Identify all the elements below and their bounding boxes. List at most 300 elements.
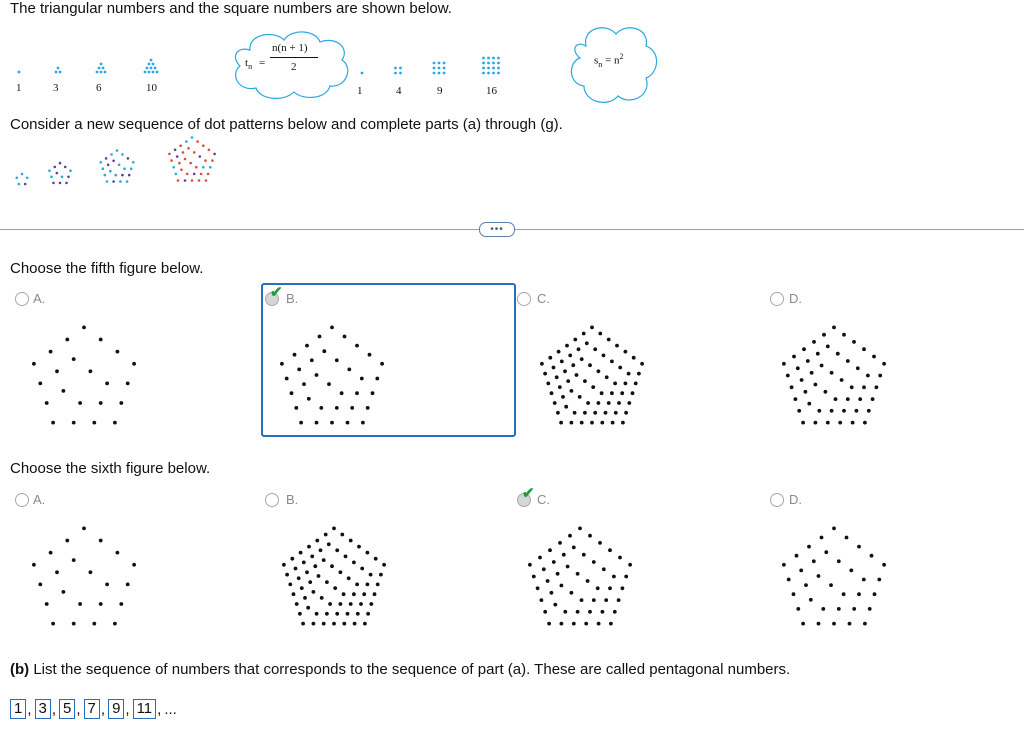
sequence-dot — [54, 166, 57, 169]
pentagon-dot — [572, 622, 576, 626]
sq-label-1: 1 — [357, 85, 363, 97]
pentagon-dot — [855, 409, 859, 413]
pentagon-dot — [821, 607, 825, 611]
pentagon-dot — [842, 409, 846, 413]
pentagon-dot — [297, 368, 301, 372]
pentagon-dot — [305, 570, 309, 574]
pentagon-dot — [333, 586, 337, 590]
q5-label-c: C. — [537, 291, 550, 306]
pentagon-dot — [610, 360, 614, 364]
pentagon-dot — [339, 602, 343, 606]
sequence-dot — [200, 173, 203, 176]
sequence-dot — [121, 174, 124, 177]
square-dot — [482, 67, 485, 70]
pentagon-dot — [280, 362, 284, 366]
pentagon-dot — [308, 580, 312, 584]
pentagon-dot — [325, 612, 329, 616]
sequence-dot — [209, 166, 212, 169]
pentagon-dot — [872, 355, 876, 359]
q6-radio-d[interactable] — [770, 493, 784, 507]
pentagon-dot — [105, 583, 109, 587]
pentagon-dot — [360, 567, 364, 571]
pentagon-dot — [871, 397, 875, 401]
pentagon-dot — [806, 359, 810, 363]
answer-box-6[interactable]: 11 — [133, 699, 157, 719]
sequence-dot — [102, 167, 105, 170]
pentagon-dot — [572, 546, 576, 550]
pentagon-dot — [858, 397, 862, 401]
pentagon-dot — [532, 575, 536, 579]
pentagon-dot — [32, 563, 36, 567]
pentagon-dot — [319, 548, 323, 552]
sequence-dot — [112, 180, 115, 183]
pentagon-dot — [588, 363, 592, 367]
pentagon-dot — [817, 574, 821, 578]
square-dot — [487, 62, 490, 65]
pentagon-dot — [332, 622, 336, 626]
pentagon-dot — [72, 357, 76, 361]
pentagonal-sequence-figures — [0, 135, 240, 195]
pentagon-dot — [812, 340, 816, 344]
pentagon-dot — [363, 622, 367, 626]
pentagon-dot — [374, 557, 378, 561]
pentagon-dot — [558, 541, 562, 545]
pentagon-dot — [315, 612, 319, 616]
pentagon-dot — [302, 382, 306, 386]
pentagon-dot — [290, 391, 294, 395]
pentagon-dot — [800, 378, 804, 382]
pentagon-dot — [846, 397, 850, 401]
pentagon-dot — [593, 347, 597, 351]
pentagon-dot — [72, 421, 76, 425]
answer-box-2[interactable]: 3 — [35, 699, 51, 719]
pentagon-dot — [834, 397, 838, 401]
q5-prompt: Choose the fifth figure below. — [10, 260, 204, 277]
pentagon-dot — [322, 622, 326, 626]
q6-check-icon: ✔ — [522, 485, 535, 502]
pentagon-dot — [322, 349, 326, 353]
pentagon-dot — [55, 369, 59, 373]
pentagon-dot — [608, 586, 612, 590]
pentagon-dot — [604, 598, 608, 602]
sequence-dot — [21, 173, 24, 176]
pentagon-dot — [814, 421, 818, 425]
pentagon-dot — [319, 406, 323, 410]
pentagon-dot — [548, 548, 552, 552]
square-dots — [350, 50, 520, 90]
pentagon-dot — [870, 554, 874, 558]
pentagon-dot — [820, 364, 824, 368]
pentagon-dot — [848, 622, 852, 626]
triangular-dot — [154, 67, 157, 70]
pentagon-dot — [360, 377, 364, 381]
pentagon-dot — [857, 545, 861, 549]
pentagon-dot — [528, 563, 532, 567]
sequence-dot — [195, 166, 198, 169]
pentagon-dot — [840, 378, 844, 382]
q5-radio-a[interactable] — [15, 292, 29, 306]
pentagon-dot — [794, 397, 798, 401]
pentagon-dot — [588, 534, 592, 538]
pentagon-dot — [307, 545, 311, 549]
pentagon-dot — [332, 527, 336, 531]
triangular-dot — [102, 67, 105, 70]
triangular-dot — [148, 71, 151, 74]
pentagon-dot — [832, 527, 836, 531]
q5-radio-c[interactable] — [517, 292, 531, 306]
sequence-dot — [168, 153, 171, 156]
square-dot — [497, 67, 500, 70]
pentagon-dot — [369, 602, 373, 606]
pentagon-dot — [540, 362, 544, 366]
pentagon-dot — [335, 548, 339, 552]
sequence-dot — [114, 174, 117, 177]
pentagon-dot — [51, 421, 55, 425]
pentagon-dot — [804, 583, 808, 587]
pentagon-dot — [330, 326, 334, 330]
sequence-dot — [118, 164, 121, 167]
pentagon-dot — [597, 401, 601, 405]
pentagon-dot — [285, 377, 289, 381]
pentagon-dot — [116, 350, 120, 354]
pentagon-dot — [882, 362, 886, 366]
pentagon-dot — [593, 411, 597, 415]
pentagon-dot — [550, 391, 554, 395]
pentagon-dot — [604, 411, 608, 415]
pentagon-dot — [614, 411, 618, 415]
pentagon-dot — [846, 359, 850, 363]
tri-formula-eq: = — [259, 57, 266, 69]
triangular-dot — [144, 71, 147, 74]
pentagon-dot — [868, 607, 872, 611]
pentagon-dot — [802, 347, 806, 351]
pentagon-dot — [620, 391, 624, 395]
pentagon-dot — [342, 622, 346, 626]
square-dot — [443, 67, 446, 70]
pentagon-dot — [583, 379, 587, 383]
sequence-dot — [202, 166, 205, 169]
pentagon-dot — [575, 373, 579, 377]
answer-box-5[interactable]: 9 — [108, 699, 124, 719]
pentagon-dot — [298, 612, 302, 616]
sequence-dot — [59, 162, 62, 165]
pentagon-dot — [552, 366, 556, 370]
square-dot — [492, 62, 495, 65]
pentagon-dot — [580, 598, 584, 602]
sequence-dot — [132, 161, 135, 164]
pentagon-dot — [340, 533, 344, 537]
sequence-dot — [180, 168, 183, 171]
pentagon-dot — [113, 622, 117, 626]
sequence-dot — [193, 173, 196, 176]
pentagon-dot — [546, 579, 550, 583]
square-dot — [487, 57, 490, 60]
sequence-dot — [65, 182, 68, 185]
square-dot — [399, 67, 402, 70]
sequence-dot — [199, 155, 202, 158]
pentagon-dot — [303, 596, 307, 600]
pentagon-dot — [836, 352, 840, 356]
pentagon-dot — [618, 366, 622, 370]
pentagon-dot — [830, 409, 834, 413]
pentagon-dot — [824, 390, 828, 394]
pentagon-dot — [313, 564, 317, 568]
pentagon-dot — [584, 622, 588, 626]
pentagon-dot — [852, 607, 856, 611]
fraction-bar — [270, 57, 318, 58]
triangular-dot — [148, 63, 151, 66]
pentagon-dot — [105, 382, 109, 386]
pentagon-dot — [795, 554, 799, 558]
sequence-dot — [189, 162, 192, 165]
sequence-dot — [24, 183, 27, 186]
pentagon-dot — [640, 362, 644, 366]
pentagon-dot — [597, 622, 601, 626]
pentagon-dot — [330, 421, 334, 425]
pentagon-dot — [324, 533, 328, 537]
pentagon-dot — [598, 541, 602, 545]
pentagon-dot — [344, 555, 348, 559]
sequence-dot — [213, 153, 216, 156]
answer-box-4[interactable]: 7 — [84, 699, 100, 719]
pentagon-dot — [792, 592, 796, 596]
q6-prompt: Choose the sixth figure below. — [10, 460, 211, 477]
pentagon-dot — [826, 345, 830, 349]
pentagon-dot — [555, 375, 559, 379]
sequence-dot — [130, 167, 133, 170]
pentagon-dot — [366, 406, 370, 410]
q6-option-figures — [0, 510, 1024, 640]
pentagon-dot — [812, 559, 816, 563]
sq-label-4: 4 — [396, 85, 402, 97]
pentagon-dot — [615, 344, 619, 348]
sequence-dot — [196, 140, 199, 143]
pentagon-dot — [297, 576, 301, 580]
pentagon-dot — [49, 551, 53, 555]
pentagon-dot — [540, 598, 544, 602]
pentagon-dot — [632, 356, 636, 360]
pentagon-dot — [852, 340, 856, 344]
pentagon-dot — [609, 622, 613, 626]
pentagon-dot — [602, 354, 606, 358]
sequence-dot — [178, 162, 181, 165]
pentagon-dot — [637, 372, 641, 376]
sequence-dot — [174, 149, 177, 152]
part-b-prompt: (b) List the sequence of numbers that corresponds to the sequence of part (a). These are called pentagonal numbers. — [10, 661, 791, 678]
pentagon-dot — [607, 338, 611, 342]
sequence-dot — [185, 140, 188, 143]
pentagon-dot — [99, 338, 103, 342]
q6-label-b: B. — [286, 492, 299, 507]
pentagon-dot — [312, 590, 316, 594]
pentagon-dot — [592, 598, 596, 602]
pentagon-dot — [817, 409, 821, 413]
triangular-dot — [152, 63, 155, 66]
pentagon-dot — [809, 598, 813, 602]
q6-label-c: C. — [537, 492, 550, 507]
sequence-dot — [26, 177, 29, 180]
tri-formula-denominator: 2 — [291, 61, 297, 73]
sequence-dot — [119, 180, 122, 183]
pentagon-dot — [375, 377, 379, 381]
pentagon-dot — [790, 385, 794, 389]
triangular-dot — [152, 71, 155, 74]
pentagon-dot — [596, 586, 600, 590]
sq-formula: $s_n = n^2$ — [594, 52, 624, 69]
pentagon-dot — [862, 347, 866, 351]
pentagon-dot — [355, 391, 359, 395]
pentagon-dot — [552, 560, 556, 564]
sequence-dot — [186, 173, 189, 176]
sequence-dot — [107, 164, 110, 167]
pentagon-dot — [610, 391, 614, 395]
pentagon-dot — [339, 570, 343, 574]
sequence-dot — [179, 144, 182, 147]
tri-label-10: 10 — [146, 82, 157, 94]
pentagon-dot — [282, 563, 286, 567]
pentagon-dot — [573, 338, 577, 342]
sequence-dot — [182, 151, 185, 154]
pentagon-dot — [347, 576, 351, 580]
pentagon-dot — [379, 573, 383, 577]
sequence-dot — [211, 159, 214, 162]
pentagon-dot — [343, 335, 347, 339]
pentagon-dot — [548, 356, 552, 360]
pentagon-dot — [99, 602, 103, 606]
sequence-dot — [198, 179, 201, 182]
q5-option-figures — [0, 310, 1024, 440]
pentagon-dot — [796, 607, 800, 611]
pentagon-dot — [359, 602, 363, 606]
pentagon-dot — [89, 369, 93, 373]
pentagon-dot — [306, 606, 310, 610]
pentagon-dot — [38, 382, 42, 386]
q6-radio-b[interactable] — [265, 493, 279, 507]
pentagon-dot — [556, 411, 560, 415]
pentagon-dot — [357, 545, 361, 549]
pentagon-dot — [560, 622, 564, 626]
pentagon-dot — [597, 369, 601, 373]
pentagon-dot — [553, 603, 557, 607]
pentagon-dot — [617, 598, 621, 602]
square-dot — [443, 62, 446, 65]
pentagon-dot — [307, 397, 311, 401]
pentagon-dot — [371, 391, 375, 395]
pentagon-dot — [878, 374, 882, 378]
square-dot — [433, 67, 436, 70]
pentagon-dot — [550, 591, 554, 595]
pentagon-dot — [355, 344, 359, 348]
pentagon-dot — [582, 553, 586, 557]
sequence-dot — [208, 149, 211, 152]
square-dot — [482, 57, 485, 60]
square-dot — [394, 72, 397, 75]
pentagon-dot — [368, 353, 372, 357]
pentagon-dot — [560, 584, 564, 588]
pentagon-dot — [856, 366, 860, 370]
pentagon-dot — [299, 421, 303, 425]
intro-text: The triangular numbers and the square numbers are shown below. — [10, 0, 452, 17]
pentagon-dot — [787, 578, 791, 582]
sequence-dot — [116, 149, 119, 152]
pentagon-dot — [582, 332, 586, 336]
pentagon-dot — [557, 350, 561, 354]
pentagon-dot — [875, 385, 879, 389]
pentagon-dot — [837, 559, 841, 563]
pentagon-dot — [801, 421, 805, 425]
pentagon-dot — [366, 583, 370, 587]
pentagon-dot — [132, 563, 136, 567]
pentagon-dot — [546, 382, 550, 386]
pentagon-dot — [335, 358, 339, 362]
square-dot — [497, 62, 500, 65]
sequence-dot — [175, 173, 178, 176]
square-dot — [394, 67, 397, 70]
pentagon-dot — [822, 333, 826, 337]
pentagon-dot — [310, 358, 314, 362]
pentagon-dot — [62, 590, 66, 594]
pentagon-dot — [72, 622, 76, 626]
pentagon-dot — [571, 363, 575, 367]
pentagon-dot — [583, 411, 587, 415]
tri-label-3: 3 — [53, 82, 59, 94]
q6-label-d: D. — [789, 492, 802, 507]
square-dot — [482, 62, 485, 65]
sequence-dot — [172, 166, 175, 169]
pentagon-dot — [349, 602, 353, 606]
q6-radio-a[interactable] — [15, 493, 29, 507]
pentagon-dot — [605, 375, 609, 379]
expand-more-button[interactable]: ••• — [479, 222, 515, 237]
pentagon-dot — [882, 563, 886, 567]
pentagon-dot — [863, 622, 867, 626]
pentagon-dot — [570, 389, 574, 393]
pentagon-dot — [577, 347, 581, 351]
pentagon-dot — [315, 539, 319, 543]
answers-ellipsis: ... — [164, 700, 177, 718]
pentagon-dot — [566, 565, 570, 569]
pentagon-dot — [92, 622, 96, 626]
triangular-dot — [156, 71, 159, 74]
square-dot — [438, 67, 441, 70]
pentagon-dot — [315, 421, 319, 425]
pentagon-dot — [538, 556, 542, 560]
answer-box-3[interactable]: 5 — [59, 699, 75, 719]
pentagon-dot — [352, 561, 356, 565]
sequence-dot — [56, 172, 59, 175]
pentagon-dot — [857, 592, 861, 596]
pentagon-dot — [301, 622, 305, 626]
pentagon-dot — [849, 569, 853, 573]
pentagon-dot — [132, 362, 136, 366]
answer-box-1[interactable]: 1 — [10, 699, 26, 719]
pentagon-dot — [347, 368, 351, 372]
q5-radio-d[interactable] — [770, 292, 784, 306]
sequence-dot — [184, 158, 187, 161]
pentagon-dot — [624, 575, 628, 579]
pentagon-dot — [601, 610, 605, 614]
pentagon-dot — [320, 596, 324, 600]
pentagon-dot — [293, 353, 297, 357]
pentagon-dot — [328, 602, 332, 606]
pentagon-dot — [113, 421, 117, 425]
pentagon-dot — [600, 421, 604, 425]
pentagon-dot — [55, 570, 59, 574]
pentagon-dot — [627, 372, 631, 376]
pentagon-dot — [356, 612, 360, 616]
triangular-dot — [96, 71, 99, 74]
pentagon-dot — [830, 371, 834, 375]
